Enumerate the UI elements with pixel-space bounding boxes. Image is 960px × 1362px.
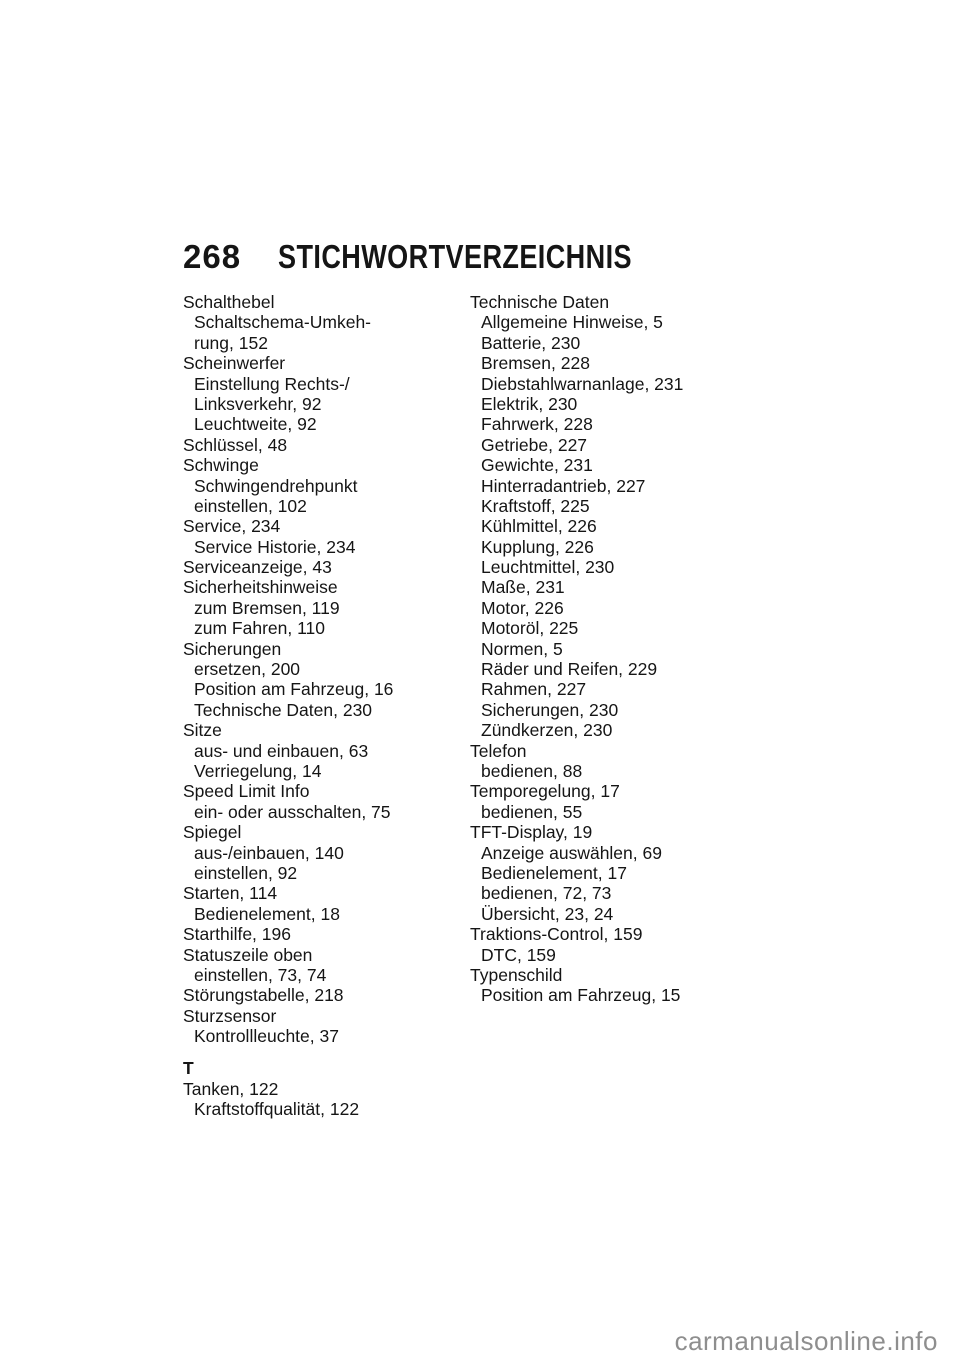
index-subentry: Hinterradantrieb, 227 (481, 475, 646, 496)
index-entry: Sitze (183, 720, 222, 741)
index-entry: Schwinge (183, 455, 259, 476)
index-entry: Serviceanzeige, 43 (183, 557, 332, 578)
index-column-left (183, 292, 470, 1120)
index-subentry: Position am Fahrzeug, 16 (194, 679, 394, 700)
index-entry: Starthilfe, 196 (183, 924, 291, 945)
index-subentry: Diebstahlwarnanlage, 231 (481, 373, 684, 394)
index-subentry: Leuchtmittel, 230 (481, 557, 615, 578)
index-subentry: Maße, 231 (481, 577, 565, 598)
index-subentry: Verriegelung, 14 (194, 760, 322, 781)
index-entry: Speed Limit Info (183, 781, 310, 802)
index-entry: Sicherheitshinweise (183, 577, 338, 598)
index-subentry: ersetzen, 200 (194, 659, 301, 680)
index-subentry: Normen, 5 (481, 638, 563, 659)
index-subentry: Anzeige auswählen, 69 (481, 842, 662, 863)
index-subentry: Position am Fahrzeug, 15 (481, 985, 681, 1006)
index-entry: Schalthebel (183, 292, 275, 312)
index-subentry: Übersicht, 23, 24 (481, 903, 614, 924)
index-letter-header: T (183, 1058, 194, 1079)
index-subentry: einstellen, 73, 74 (194, 964, 327, 985)
index-subentry: Rahmen, 227 (481, 679, 587, 700)
index-entry: Tanken, 122 (183, 1078, 279, 1099)
index-subentry: Räder und Reifen, 229 (481, 659, 658, 680)
index-subentry: Kühlmittel, 226 (481, 516, 597, 537)
index-subentry: DTC, 159 (481, 944, 556, 965)
index-subentry: Zündkerzen, 230 (481, 720, 613, 741)
index-subentry: Leuchtweite, 92 (194, 414, 317, 435)
index-subentry: bedienen, 88 (481, 760, 583, 781)
index-subentry: Motoröl, 225 (481, 618, 579, 639)
page-number: 268 (183, 238, 242, 275)
index-entry: Starten, 114 (183, 883, 278, 904)
watermark: carmanualsonline.info (674, 1326, 938, 1356)
index-entry: Temporegelung, 17 (470, 781, 620, 802)
index-subentry: Elektrik, 230 (481, 393, 578, 414)
index-entry: Scheinwerfer (183, 353, 286, 374)
index-subentry: Linksverkehr, 92 (194, 393, 322, 414)
index-subentry: Sicherungen, 230 (481, 699, 619, 720)
index-subentry: Kraftstoffqualität, 122 (194, 1099, 360, 1120)
index-entry: Störungstabelle, 218 (183, 985, 344, 1006)
index-entry: Schlüssel, 48 (183, 434, 288, 455)
index-subentry: aus-/einbauen, 140 (194, 842, 344, 863)
index-subentry: Allgemeine Hinweise, 5 (481, 312, 663, 333)
index-subentry: Technische Daten, 230 (194, 699, 373, 720)
index-subentry: Service Historie, 234 (194, 536, 356, 557)
index-subentry: Gewichte, 231 (481, 455, 593, 476)
index-subentry: Bedienelement, 18 (194, 903, 340, 924)
index-subentry: Batterie, 230 (481, 332, 581, 353)
index-entry: Traktions-Control, 159 (470, 924, 643, 945)
index-subentry: Motor, 226 (481, 597, 564, 618)
index-entry: Sturzsensor (183, 1005, 277, 1026)
index-subentry: zum Bremsen, 119 (194, 597, 340, 618)
index-subentry: bedienen, 72, 73 (481, 883, 612, 904)
index-subentry: Bremsen, 228 (481, 353, 590, 374)
index-column-right (470, 292, 790, 1006)
page-title: STICHWORTVERZEICHNIS (278, 238, 632, 275)
index-subentry: rung, 152 (194, 332, 268, 353)
index-subentry: einstellen, 92 (194, 862, 298, 883)
index-entry: Telefon (470, 740, 527, 761)
index-entry: Technische Daten (470, 292, 610, 312)
index-subentry: aus- und einbauen, 63 (194, 740, 369, 761)
index-subentry: Bedienelement, 17 (481, 862, 627, 883)
index-subentry: Schwingendrehpunkt (194, 475, 358, 496)
index-subentry: zum Fahren, 110 (194, 618, 325, 639)
index-subentry: Kraftstoff, 225 (481, 495, 590, 516)
index-subentry: ein- oder ausschalten, 75 (194, 801, 391, 822)
index-entry: Sicherungen (183, 638, 282, 659)
index-entry: Typenschild (470, 964, 563, 985)
index-subentry: einstellen, 102 (194, 495, 307, 516)
index-entry: Service, 234 (183, 516, 281, 537)
index-subentry: Getriebe, 227 (481, 434, 588, 455)
index-entry: Statuszeile oben (183, 944, 313, 965)
index-subentry: Schaltschema-Umkeh- (194, 312, 371, 333)
index-subentry: Kupplung, 226 (481, 536, 594, 557)
index-subentry: Einstellung Rechts-/ (194, 373, 350, 394)
index-subentry: Kontrollleuchte, 37 (194, 1026, 339, 1047)
index-entry: TFT-Display, 19 (470, 822, 593, 843)
index-subentry: bedienen, 55 (481, 801, 583, 822)
index-subentry: Fahrwerk, 228 (481, 414, 593, 435)
index-entry: Spiegel (183, 822, 242, 843)
